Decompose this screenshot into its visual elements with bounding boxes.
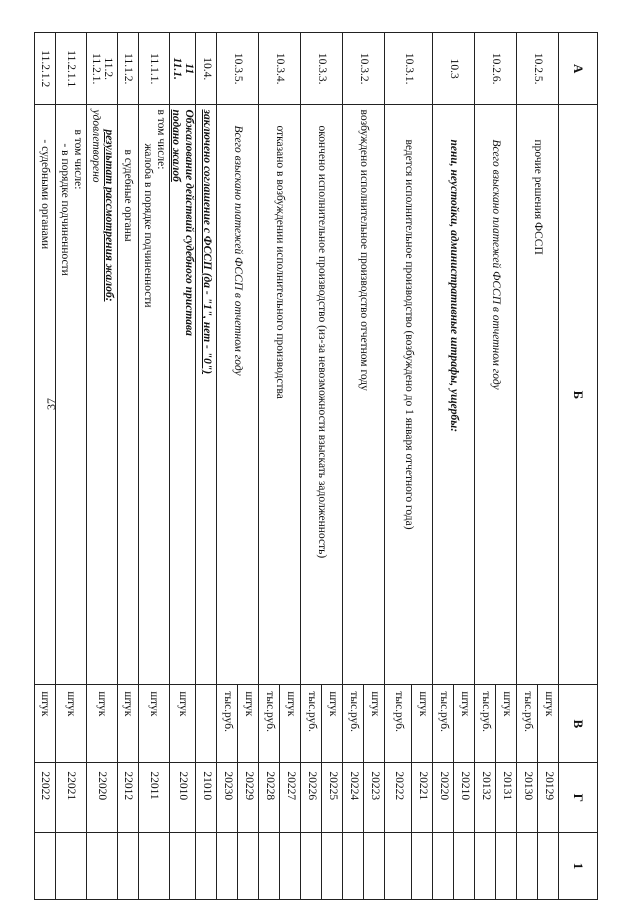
row-label-main: жалоба в порядке подчиненности bbox=[141, 143, 154, 308]
row-number: 10.4. bbox=[196, 33, 217, 105]
unit-cell: штук bbox=[55, 685, 86, 763]
table-row bbox=[55, 33, 86, 900]
row-label bbox=[86, 105, 117, 685]
unit-cell: штук bbox=[169, 685, 195, 763]
unit-cell: тыс.руб. bbox=[385, 685, 412, 763]
table-row bbox=[538, 33, 559, 900]
value-cell[interactable] bbox=[412, 833, 433, 900]
row-number-11-1: 11.1. bbox=[171, 57, 184, 80]
row-label: Всего взыскано платежей ФССП в отчетном году bbox=[217, 105, 259, 685]
unit-cell: штук bbox=[280, 685, 301, 763]
row-label bbox=[55, 105, 86, 685]
table-row bbox=[322, 33, 343, 900]
row-label: окончено исполнительное производство (из-за невозможности взыскать задолженность) bbox=[301, 105, 343, 685]
row-label-results: результат рассмотрения жалоб: bbox=[102, 129, 115, 302]
unit-cell: штук bbox=[86, 685, 117, 763]
unit-cell: штук bbox=[496, 685, 517, 763]
value-cell[interactable] bbox=[196, 833, 217, 900]
table-row bbox=[138, 33, 169, 900]
table-row bbox=[364, 33, 385, 900]
row-label-prefix: в том числе: bbox=[154, 109, 167, 170]
unit-cell: штук bbox=[364, 685, 385, 763]
code-cell: 22020 bbox=[86, 763, 117, 833]
table-row bbox=[496, 33, 517, 900]
row-number: 11.1.1. bbox=[138, 33, 169, 105]
table-row bbox=[412, 33, 433, 900]
value-cell[interactable] bbox=[34, 833, 55, 900]
unit-cell: штук bbox=[117, 685, 138, 763]
unit-cell: штук bbox=[412, 685, 433, 763]
code-cell: 22021 bbox=[55, 763, 86, 833]
table-row bbox=[196, 33, 217, 900]
code-cell: 20223 bbox=[364, 763, 385, 833]
header-1: 1 bbox=[559, 833, 598, 900]
unit-cell: тыс.руб. bbox=[217, 685, 238, 763]
row-number-11-2-1: 11.2.1. bbox=[89, 53, 102, 85]
row-label bbox=[138, 105, 169, 685]
unit-cell: штук bbox=[538, 685, 559, 763]
unit-cell bbox=[196, 685, 217, 763]
value-cell[interactable] bbox=[454, 833, 475, 900]
row-number: 10.3.5. bbox=[217, 33, 259, 105]
value-cell[interactable] bbox=[86, 833, 117, 900]
value-cell[interactable] bbox=[138, 833, 169, 900]
header-a: А bbox=[559, 33, 598, 105]
table-row bbox=[34, 33, 55, 900]
unit-cell: штук bbox=[138, 685, 169, 763]
row-number: 10.3.1. bbox=[385, 33, 433, 105]
code-cell: 21010 bbox=[196, 763, 217, 833]
code-cell: 20221 bbox=[412, 763, 433, 833]
row-label-filed: подано жалоб bbox=[170, 109, 183, 182]
unit-cell: тыс.руб. bbox=[517, 685, 538, 763]
header-v: В bbox=[559, 685, 598, 763]
row-number: 11.2.1.2 bbox=[34, 33, 55, 105]
row-number-11: 11 bbox=[182, 63, 195, 75]
row-number: 10.2.5. bbox=[517, 33, 559, 105]
code-cell: 20227 bbox=[280, 763, 301, 833]
table-row bbox=[280, 33, 301, 900]
value-cell[interactable] bbox=[343, 833, 364, 900]
unit-cell: штук bbox=[322, 685, 343, 763]
row-number: 10.3.2. bbox=[343, 33, 385, 105]
table-row bbox=[454, 33, 475, 900]
header-row bbox=[559, 33, 598, 900]
row-label: Всего взыскано платежей ФССП в отчетном году bbox=[475, 105, 517, 685]
code-cell: 20131 bbox=[496, 763, 517, 833]
row-number: 11.2.1.1 bbox=[55, 33, 86, 105]
row-label: прочие решения ФССП bbox=[517, 105, 559, 685]
row-label-prefix: в том числе: bbox=[71, 129, 84, 190]
code-cell: 22010 bbox=[169, 763, 195, 833]
row-number-11-2: 11.2. bbox=[101, 57, 114, 81]
header-b: Б bbox=[559, 105, 598, 685]
value-cell[interactable] bbox=[217, 833, 238, 900]
report-table bbox=[34, 32, 598, 900]
row-number: 10.2.6. bbox=[475, 33, 517, 105]
unit-cell: штук bbox=[34, 685, 55, 763]
header-g: Г bbox=[559, 763, 598, 833]
value-cell[interactable] bbox=[385, 833, 412, 900]
code-cell: 20129 bbox=[538, 763, 559, 833]
row-label: заключено соглашение с ФССП (да - "1", нет - "0") bbox=[196, 105, 217, 685]
code-cell: 22012 bbox=[117, 763, 138, 833]
row-label: отказано в возбуждении исполнительного производства bbox=[259, 105, 301, 685]
code-cell: 20132 bbox=[475, 763, 496, 833]
code-cell: 20224 bbox=[343, 763, 364, 833]
value-cell[interactable] bbox=[238, 833, 259, 900]
value-cell[interactable] bbox=[322, 833, 343, 900]
page-number: 37 bbox=[44, 398, 58, 410]
unit-cell: штук bbox=[454, 685, 475, 763]
row-label bbox=[169, 105, 195, 685]
row-number bbox=[86, 33, 117, 105]
value-cell[interactable] bbox=[280, 833, 301, 900]
code-cell: 20226 bbox=[301, 763, 322, 833]
table-row bbox=[117, 33, 138, 900]
row-label-main: - в порядке подчиненности bbox=[58, 143, 71, 276]
code-cell: 20210 bbox=[454, 763, 475, 833]
row-number: 11.1.2. bbox=[117, 33, 138, 105]
value-cell[interactable] bbox=[117, 833, 138, 900]
row-number bbox=[169, 33, 195, 105]
row-number: 10.3.4. bbox=[259, 33, 301, 105]
code-cell: 20130 bbox=[517, 763, 538, 833]
row-label: пени, неустойки, административные штрафы, ущербы: bbox=[433, 105, 475, 685]
value-cell[interactable] bbox=[259, 833, 280, 900]
value-cell[interactable] bbox=[55, 833, 86, 900]
code-cell: 22022 bbox=[34, 763, 55, 833]
unit-cell: штук bbox=[238, 685, 259, 763]
code-cell: 20225 bbox=[322, 763, 343, 833]
row-label: в судебные органы bbox=[117, 105, 138, 685]
row-number: 10.3.3. bbox=[301, 33, 343, 105]
value-cell[interactable] bbox=[169, 833, 195, 900]
section-title-appeals: Обжалование действий судебного пристава bbox=[183, 109, 195, 336]
value-cell[interactable] bbox=[301, 833, 322, 900]
code-cell: 22011 bbox=[138, 763, 169, 833]
unit-cell: тыс.руб. bbox=[343, 685, 364, 763]
unit-cell: тыс.руб. bbox=[259, 685, 280, 763]
unit-cell: тыс.руб. bbox=[301, 685, 322, 763]
value-cell[interactable] bbox=[475, 833, 496, 900]
code-cell: 20222 bbox=[385, 763, 412, 833]
value-cell[interactable] bbox=[517, 833, 538, 900]
code-cell: 20229 bbox=[238, 763, 259, 833]
code-cell: 20230 bbox=[217, 763, 238, 833]
row-number: 10.3 bbox=[433, 33, 475, 105]
table-row bbox=[238, 33, 259, 900]
table-row bbox=[86, 33, 117, 900]
table-row bbox=[169, 33, 195, 900]
row-label: - судебными органами bbox=[34, 105, 55, 685]
value-cell[interactable] bbox=[433, 833, 454, 900]
code-cell: 20220 bbox=[433, 763, 454, 833]
row-label-satisfied: удовлетворено bbox=[89, 109, 102, 183]
row-label: ведется исполнительное производство (возбуждено до 1 января отчетного года) bbox=[385, 105, 433, 685]
value-cell[interactable] bbox=[538, 833, 559, 900]
code-cell: 20228 bbox=[259, 763, 280, 833]
unit-cell: тыс.руб. bbox=[475, 685, 496, 763]
value-cell[interactable] bbox=[364, 833, 385, 900]
value-cell[interactable] bbox=[496, 833, 517, 900]
unit-cell: тыс.руб. bbox=[433, 685, 454, 763]
row-label: возбуждено исполнительное производство отчетном году bbox=[343, 105, 385, 685]
